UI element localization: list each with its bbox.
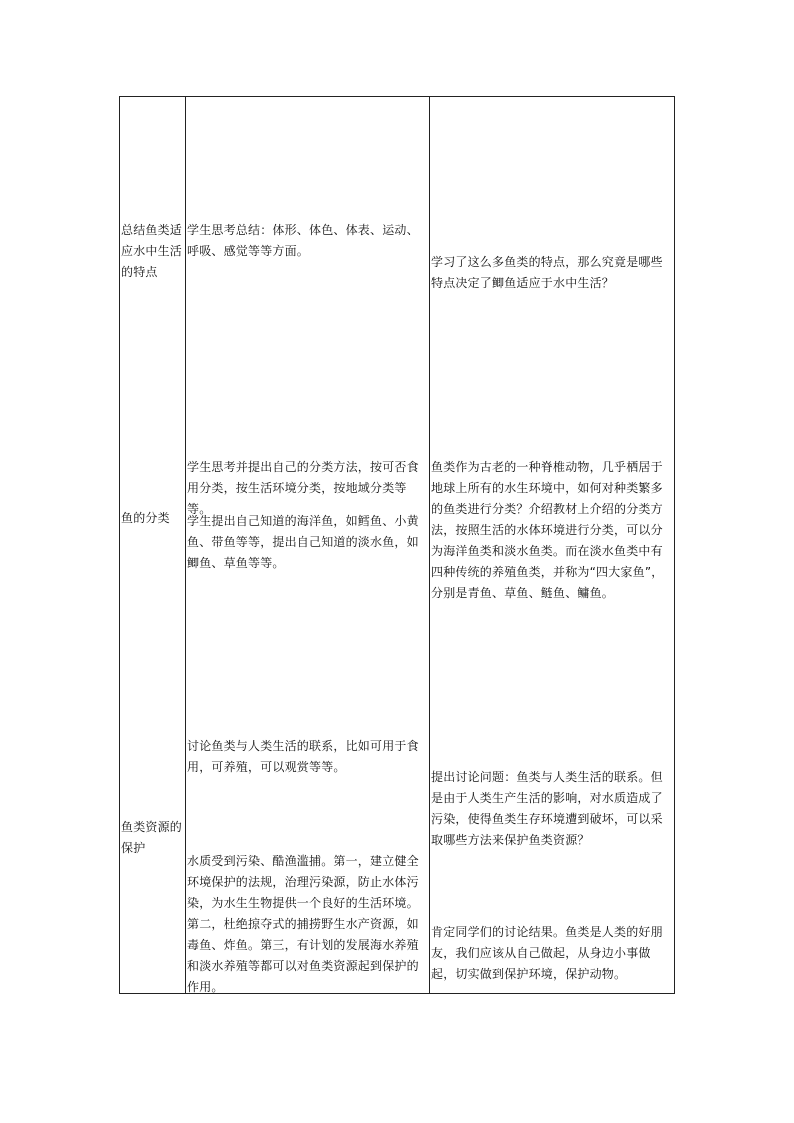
column-divider	[429, 97, 430, 993]
student-cell	[187, 220, 427, 262]
topic-cell	[121, 220, 183, 283]
topic-text: 鱼的分类	[121, 511, 170, 525]
teacher-cell	[431, 922, 671, 985]
student-cell	[187, 511, 427, 574]
student-activity: 讨论鱼类与人类生活的联系，比如可用于食用，可养殖，可以观赏等等。	[187, 739, 419, 774]
teacher-activity: 鱼类作为古老的一种脊椎动物，几乎栖居于地球上所有的水生环境中，如何对种类繁多的鱼类进行分类？介绍教材上介绍的分类方法，按照生活的水体环境进行分类，可以分为海洋鱼类和淡水鱼类。而在淡水鱼类中有四种传统的养殖鱼类，并称为“四大家鱼”，分别是青鱼、草鱼、鲢鱼、鳙鱼。	[431, 460, 664, 600]
student-activity: 水质受到污染、酷渔滥捕。第一，建立健全环境保护的法规，治理污染源，防止水体污染，为水生生物提供一个良好的生活环境。第二，杜绝掠夺式的捕捞野生水产资源，如毒鱼、炸鱼。第三，有计划的发展海水养殖和淡水养殖等都可以对鱼类资源起到保护的作用。	[187, 854, 419, 994]
student-activity: 学生提出自己知道的海洋鱼，如鳕鱼、小黄鱼、带鱼等等，提出自己知道的淡水鱼，如鲫鱼、草鱼等等。	[187, 514, 419, 570]
column-divider	[185, 97, 186, 993]
teacher-activity: 提出讨论问题：鱼类与人类生活的联系。但是由于人类生产生活的影响，对水质造成了污染，使得鱼类生存环境遭到破坏，可以采取哪些方法来保护鱼类资源？	[431, 770, 663, 847]
teacher-cell	[431, 252, 671, 294]
teacher-cell	[431, 767, 671, 851]
topic-cell	[121, 508, 183, 529]
student-cell	[187, 851, 427, 998]
teacher-activity: 学习了这么多鱼类的特点，那么究竟是哪些特点决定了鲫鱼适应于水中生活？	[431, 255, 663, 290]
student-cell	[187, 736, 427, 778]
lesson-table	[119, 96, 675, 994]
student-activity: 学生思考总结：体形、体色、体表、运动、呼吸、感觉等等方面。	[187, 223, 419, 258]
teacher-activity: 肯定同学们的讨论结果。鱼类是人类的好朋友，我们应该从自己做起，从身边小事做起，切实做到保护环境，保护动物。	[431, 925, 663, 981]
student-activity: 学生思考并提出自己的分类方法，按可否食用分类，按生活环境分类，按地域分类等等。	[187, 460, 419, 516]
topic-text: 鱼类资源的保护	[121, 820, 183, 855]
topic-text: 总结鱼类适应水中生活的特点	[121, 223, 183, 279]
teacher-cell	[431, 457, 671, 604]
topic-cell	[121, 817, 183, 859]
